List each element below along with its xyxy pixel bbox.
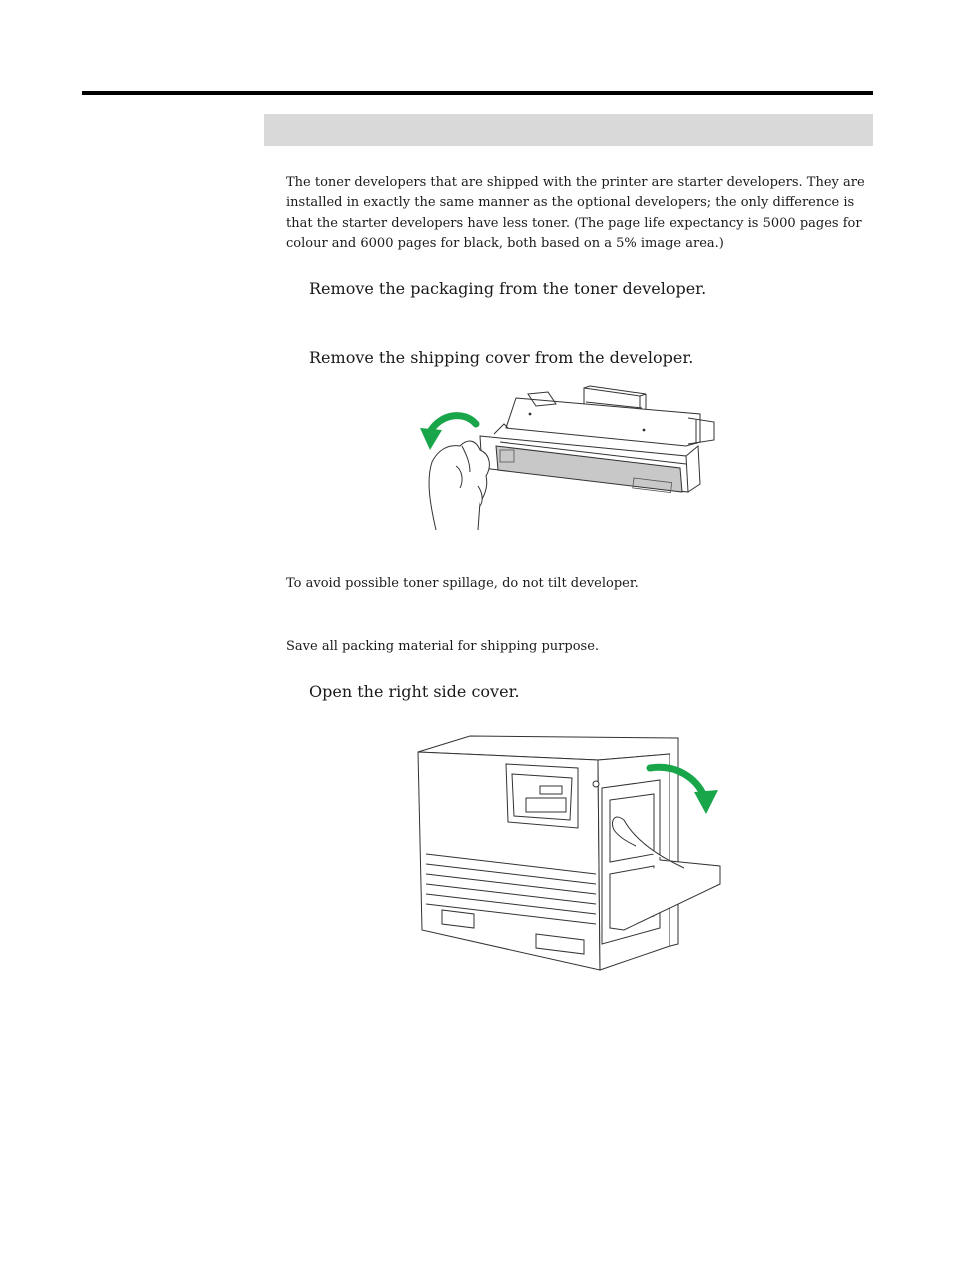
step-1-text: Remove the packaging from the toner developer. [309,279,707,298]
intro-paragraph: The toner developers that are shipped with the printer are starter developers. They are installed in exactly the same manner as the optional developers; the only difference is that the starter developers have less toner. (The page life expectancy is 5000 pages for colour and 6000 pages for black, both based on a 5% image area.) [286,175,865,252]
header-rule [82,91,873,95]
step-3-text: Open the right side cover. [309,682,520,701]
packing-note: Save all packing material for shipping purpose. [286,639,600,654]
printer-illustration [414,734,724,974]
toner-developer-illustration [418,384,724,530]
step-2-text: Remove the shipping cover from the developer. [309,348,694,367]
caution-note: To avoid possible toner spillage, do not tilt developer. [286,576,639,591]
section-heading-bar [264,114,873,146]
